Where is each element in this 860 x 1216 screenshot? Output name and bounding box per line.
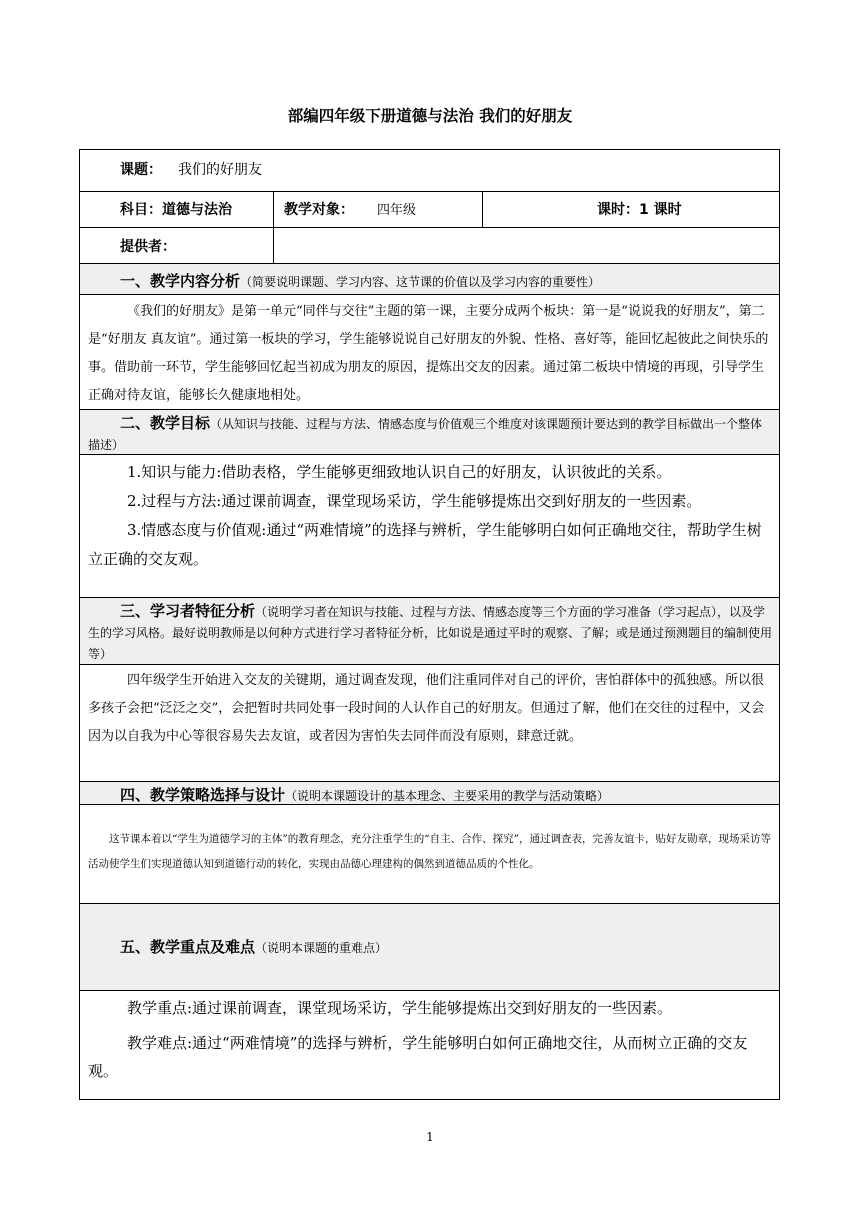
section1-header: [80, 264, 779, 295]
section5-heading: 五、教学重点及难点: [120, 938, 256, 956]
audience-cell: [273, 192, 482, 227]
section1-body: [80, 295, 779, 410]
difficulty-text: 教学难点:通过“两难情境”的选择与辨析，学生能够明白如何正确地交往，从而树立正确的交友观。: [88, 1034, 748, 1080]
goal-item: 3.情感态度与价值观:通过“两难情境”的选择与辨析，学生能够明白如何正确地交往，帮助学生树立正确的交友观。: [88, 521, 762, 568]
topic-label: 课题：: [120, 162, 162, 178]
section4-header: [80, 782, 779, 805]
subject-cell: [80, 192, 273, 227]
section4-text: 这节课本着以“学生为道德学习的主体”的教育理念，充分注重学生的“自主、合作、探究”，通过调查表，完善友谊卡，贴好友勋章，现场采访等活动使学生们实现道德认知到道德行动的转化，实现由品德心理建构的偶然到道德品质的个性化。: [88, 833, 771, 870]
section3-text: 四年级学生开始进入交友的关键期，通过调查发现，他们注重同伴对自己的评价，害怕群体中的孤独感。所以很多孩子会把“泛泛之交”，会把暂时共同处事一段时间的人认作自己的好朋友。但通过了解，他们在交往的过程中，又会因为以自我为中心等很容易失去友谊，或者因为害怕失去同伴而没有原则，肆意迁就。: [88, 673, 765, 744]
lesson-plan-table: [79, 149, 780, 1100]
audience-label: 教学对象：: [284, 202, 354, 218]
goal-item: 2.过程与方法:通过课前调查，课堂现场采访，学生能够提炼出交到好朋友的一些因素。: [127, 492, 702, 510]
hours-cell: [482, 192, 779, 227]
provider-value-cell: [273, 228, 779, 263]
section1-text: 《我们的好朋友》是第一单元“同伴与交往”主题的第一课，主要分成两个板块：第一是“说说我的好朋友”，第二是“好朋友 真友谊”。通过第一板块的学习，学生能够说说自己好朋友的外貌、性格、喜好等，能回忆起彼此之间快乐的事。借助前一环节，学生能够回忆起当初成为朋友的原因，提炼出交友的因素。通过第二板块中情境的再现，引导学生正确对待友谊，能够长久健康地相处。: [88, 304, 769, 403]
section2-note: （从知识与技能、过程与方法、情感态度与价值观三个维度对该课题预计要达到的教学目标做出一个整体描述）: [88, 417, 763, 452]
section1-heading: 一、教学内容分析: [120, 272, 241, 290]
section4-body: [80, 805, 779, 904]
topic-row: [80, 150, 779, 192]
section4-heading: 四、教学策略选择与设计: [120, 786, 286, 804]
section5-body: [80, 991, 779, 1099]
section2-heading: 二、教学目标: [120, 414, 211, 432]
provider-label-cell: [80, 228, 273, 263]
key-point-text: 教学重点:通过课前调查，课堂现场采访，学生能够提炼出交到好朋友的一些因素。: [127, 999, 673, 1017]
hours-text: 课时：1 课时: [597, 202, 682, 218]
section2-body: [80, 455, 779, 598]
section1-note: （简要说明课题、学习内容、这节课的价值以及学习内容的重要性）: [240, 275, 601, 289]
section3-header: [80, 598, 779, 665]
goal-item: 1.知识与能力:借助表格，学生能够更细致地认识自己的好朋友，认识彼此的关系。: [127, 463, 672, 481]
info-row: [80, 192, 779, 228]
page-number: 1: [426, 1130, 434, 1144]
section2-header: [80, 410, 779, 455]
subject-text: 科目：道德与法治: [120, 202, 232, 218]
section3-note: （说明学习者在知识与技能、过程与方法、情感态度等三个方面的学习准备（学习起点），以及学生的学习风格。最好说明教师是以何种方式进行学习者特征分析，比如说是通过平时的观察、了解；或是通过预测题目的编制使用等）: [88, 605, 773, 661]
document-title: 部编四年级下册道德与法治 我们的好朋友: [287, 107, 573, 125]
section3-body: [80, 665, 779, 782]
section5-note: （说明本课题的重难点）: [255, 941, 388, 955]
section4-note: （说明本课题设计的基本理念、主要采用的教学与活动策略）: [285, 789, 610, 803]
provider-row: [80, 228, 779, 264]
audience-value: 四年级: [377, 203, 417, 218]
topic-value: 我们的好朋友: [178, 162, 262, 178]
section3-heading: 三、学习者特征分析: [120, 602, 256, 620]
provider-label: 提供者：: [120, 239, 176, 255]
section5-header: [80, 904, 779, 991]
